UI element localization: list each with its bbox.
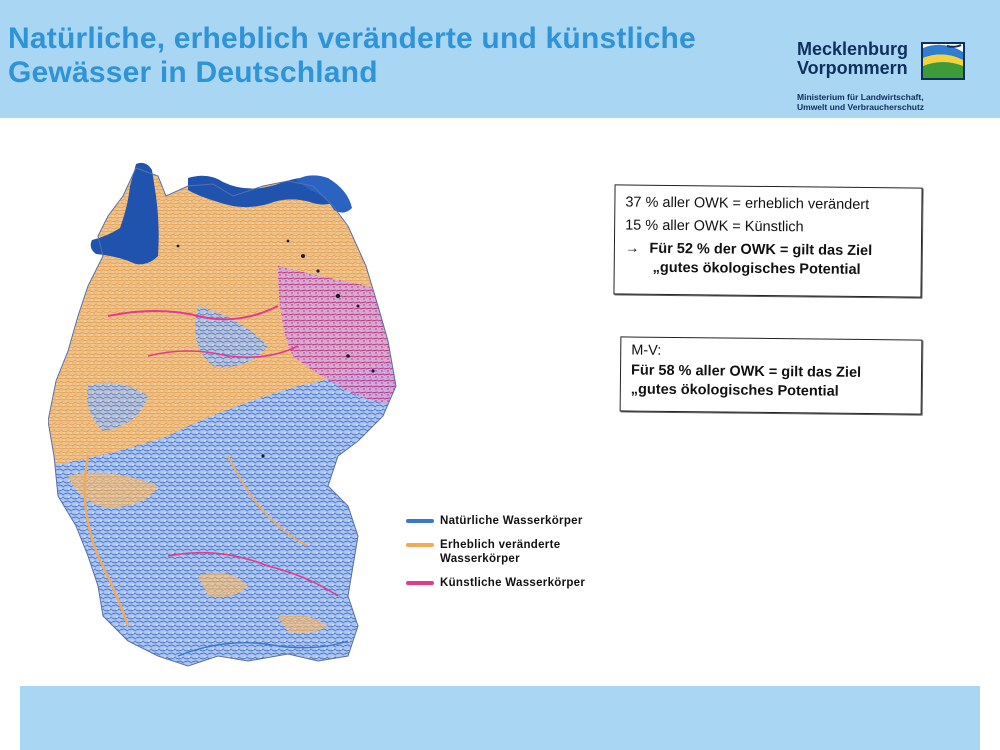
- legend-swatch-artificial: [406, 581, 434, 585]
- footer-band: [20, 686, 980, 750]
- title-line-1: Natürliche, erheblich veränderte und künstliche: [8, 22, 696, 55]
- legend-item-natural: [406, 514, 636, 528]
- legend-label-natural: Natürliche Wasserkörper: [440, 515, 583, 527]
- mv-label: M-V:: [631, 342, 662, 359]
- arrow-right-icon: →: [624, 240, 640, 257]
- legend-swatch-modified: [406, 543, 434, 547]
- logo-sub-1: Ministerium für Landwirtschaft,: [797, 92, 924, 102]
- slide-title: [8, 22, 768, 90]
- title-line-2: Gewässer in Deutschland: [8, 56, 378, 89]
- map-legend: [406, 514, 636, 600]
- legend-item-artificial: [406, 576, 636, 590]
- mv-statistics-box: [620, 336, 923, 414]
- logo-ministry: [797, 92, 924, 112]
- state-emblem-icon: [921, 42, 965, 80]
- stat-modified: 37 % aller OWK = erheblich verändert: [625, 194, 870, 214]
- ministry-logo: [797, 40, 987, 120]
- stat-target-text: Für 52 % der OWK = gilt das Ziel: [649, 240, 873, 260]
- legend-label-modified: Erheblich veränderte Wasserkörper: [440, 539, 561, 565]
- germany-statistics-box: [613, 184, 922, 297]
- germany-water-map: [48, 156, 408, 686]
- mv-target: Für 58 % aller OWK = gilt das Ziel: [630, 362, 862, 381]
- logo-line-2: Vorpommern: [797, 58, 908, 78]
- stat-target-goal: „gutes ökologisches Potential: [652, 259, 861, 278]
- germany-map-graphic: [48, 156, 408, 686]
- legend-item-modified: [406, 538, 636, 566]
- stat-artificial: 15 % aller OWK = Künstlich: [625, 217, 804, 236]
- logo-sub-2: Umwelt und Verbraucherschutz: [797, 102, 925, 112]
- legend-label-artificial: Künstliche Wasserkörper: [440, 577, 586, 589]
- logo-wordmark: [797, 40, 908, 78]
- mv-target-goal: „gutes ökologisches Potential: [630, 381, 839, 400]
- logo-line-1: Mecklenburg: [797, 39, 909, 59]
- legend-swatch-natural: [406, 519, 434, 523]
